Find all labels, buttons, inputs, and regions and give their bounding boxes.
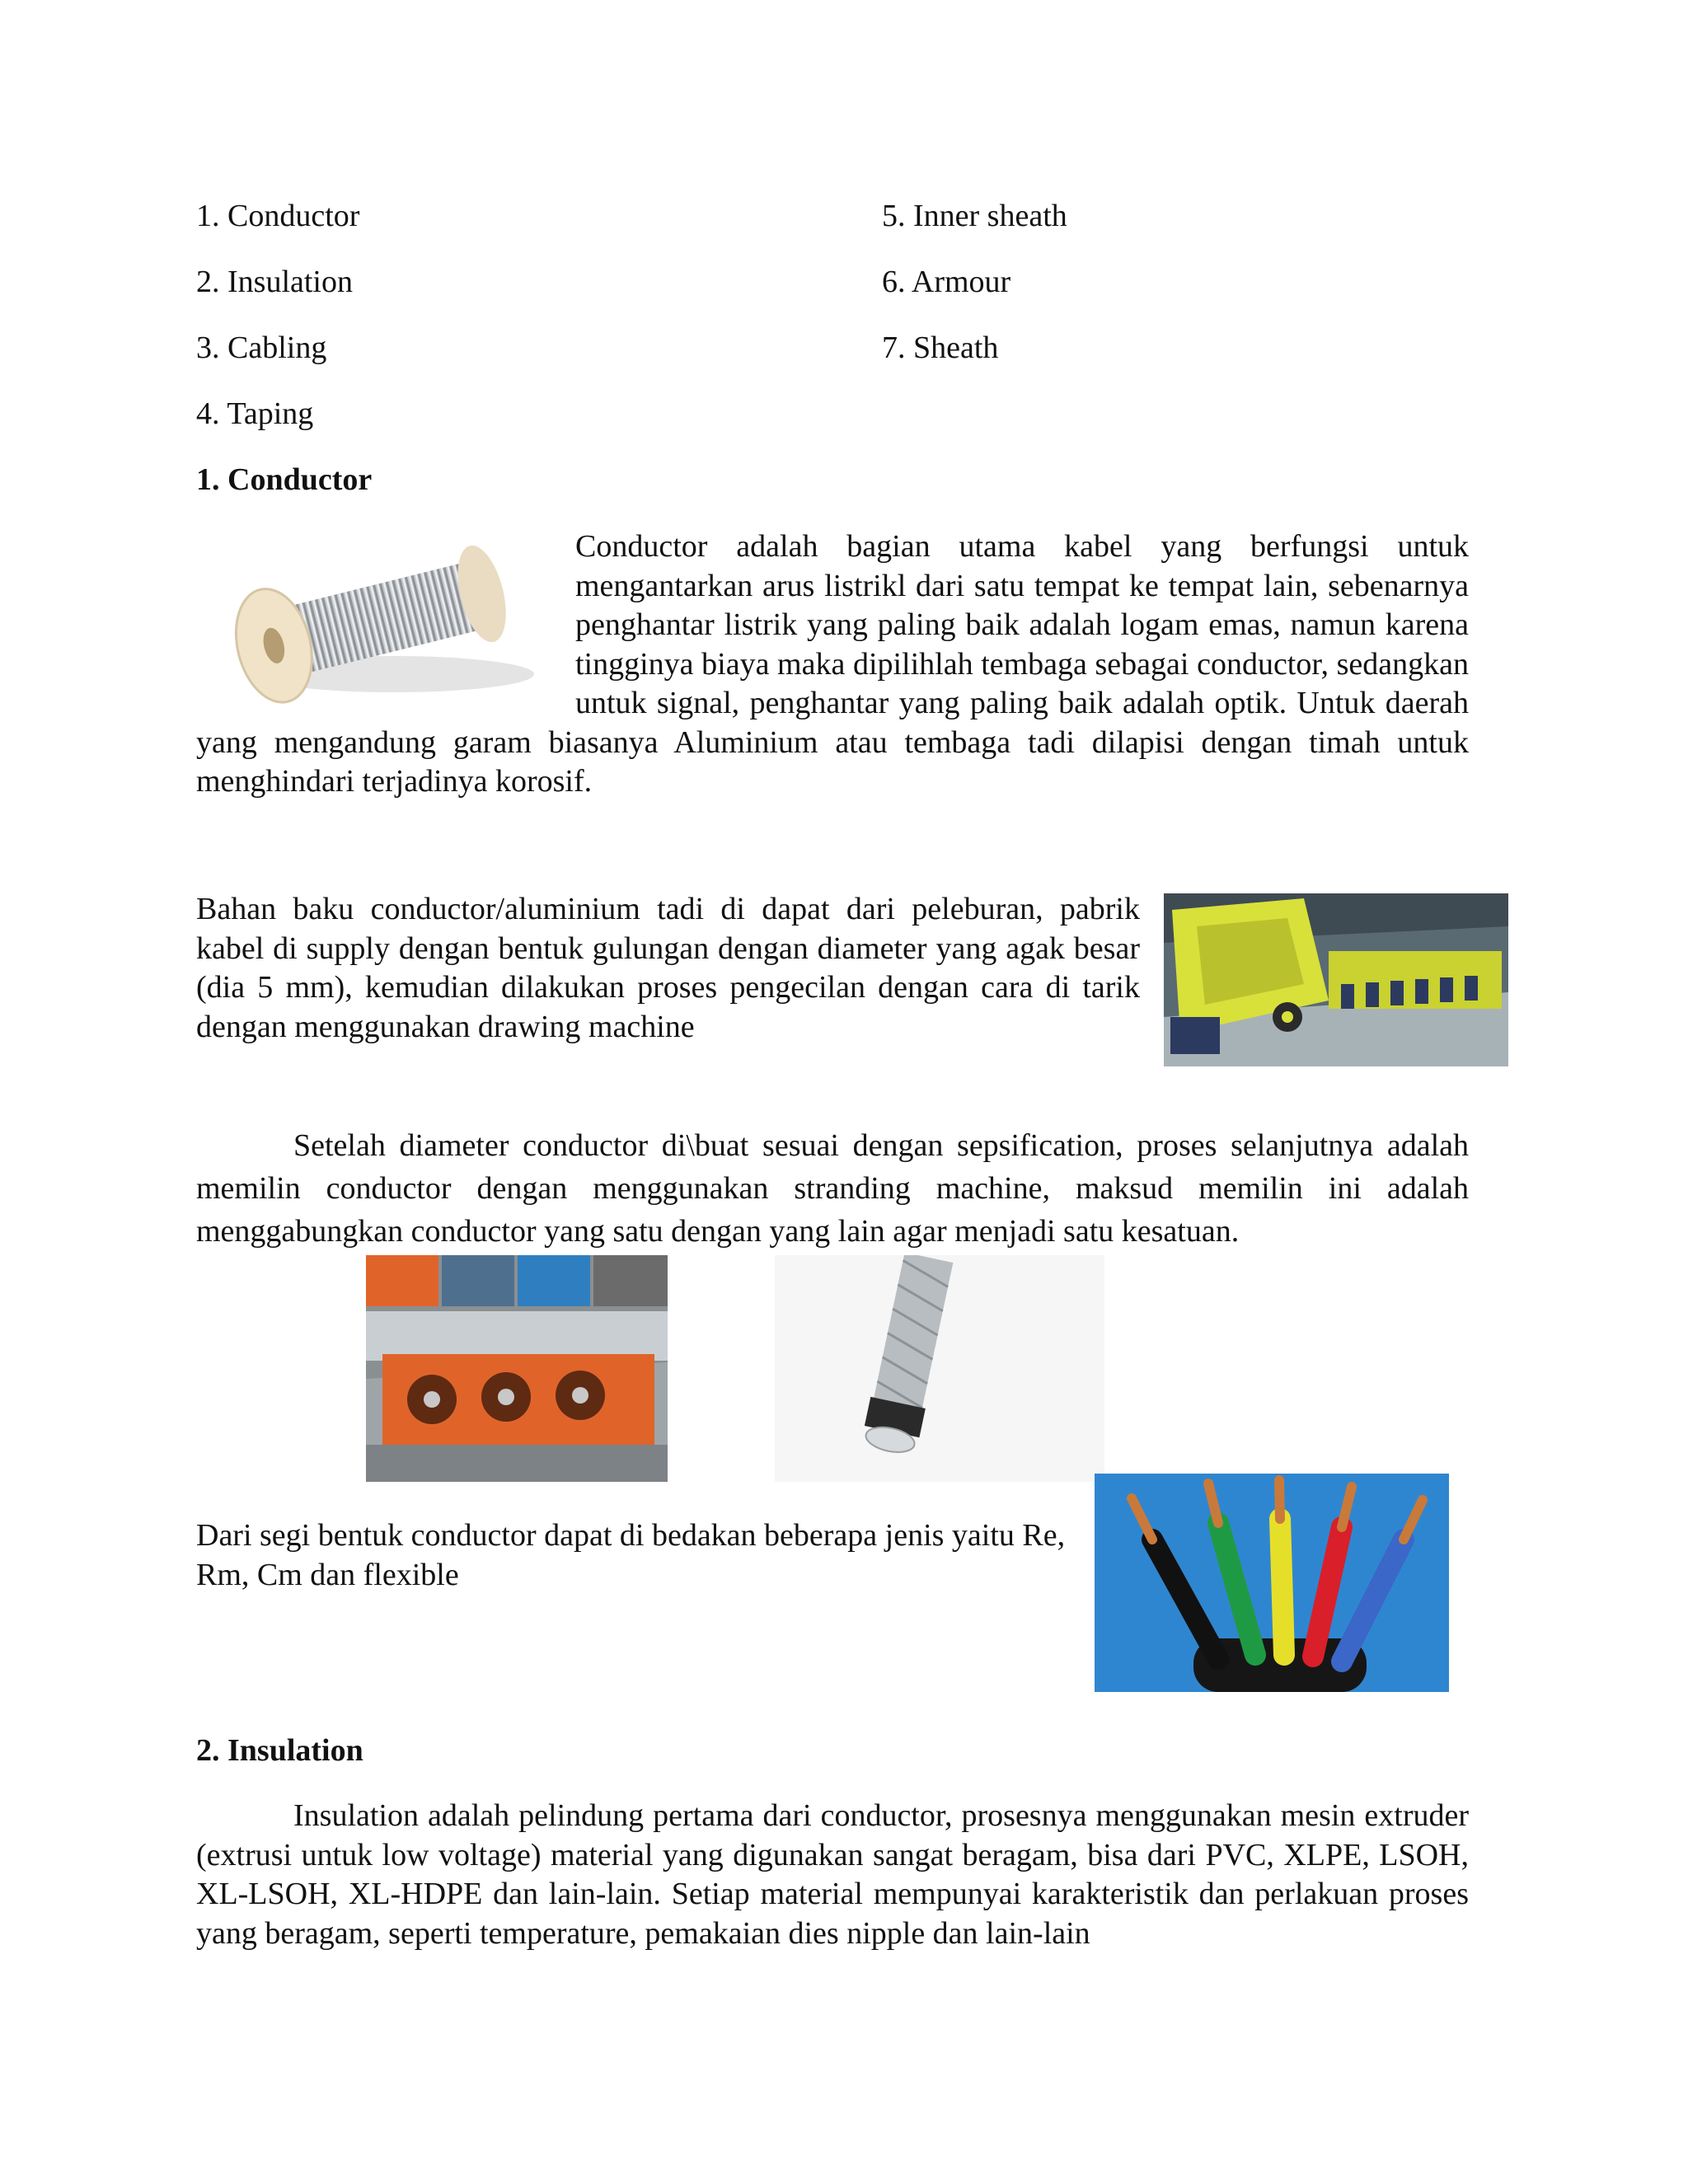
stranded-conductor-image bbox=[775, 1255, 1104, 1482]
section-heading-insulation: 2. Insulation bbox=[196, 1733, 363, 1768]
stranding-machine-image bbox=[366, 1255, 668, 1482]
insulation-paragraph-1: Insulation adalah pelindung pertama dari conductor, prosesnya menggunakan mesin extruder (extrusi untuk low voltage) material yang digunakan sangat beragam, bisa dari PVC, XLPE, LSOH, XL-LSOH, XL-HDPE dan lain-lain. Setiap material mempunyai karakteristik dan perlakuan proses yang beragam, seperti temperature, pemakaian dies nipple dan lain-lain bbox=[196, 1798, 1469, 1951]
parts-list-item: 7. Sheath bbox=[882, 330, 999, 365]
conductor-paragraph-1: Conductor adalah bagian utama kabel yang berfungsi untuk mengantarkan arus listrikl dari satu tempat ke tempat lain, sebenarnya penghantar listrik yang paling baik adalah logam emas, namun karena tingginya biaya maka dipilihlah tembaga sebagai conductor, sedangkan untuk signal, penghantar yang paling baik adalah optik. Untuk daerah yang mengandung garam biasanya Aluminium atau tembaga tadi dilapisi dengan timah untuk menghindari terjadinya korosif. bbox=[196, 529, 1469, 799]
parts-list-item: 1. Conductor bbox=[196, 199, 360, 233]
parts-list-item: 3. Cabling bbox=[196, 330, 327, 365]
conductor-paragraph-4: Dari segi bentuk conductor dapat di bedakan beberapa jenis yaitu Re, Rm, Cm dan flexible bbox=[196, 1518, 1066, 1592]
parts-list-item: 2. Insulation bbox=[196, 265, 353, 299]
conductor-paragraph-2: Bahan baku conductor/aluminium tadi di dapat dari peleburan, pabrik kabel di supply dengan bentuk gulungan dengan diameter yang agak besar (dia 5 mm), kemudian dilakukan proses pengecilan dengan cara di tarik dengan menggunakan drawing machine bbox=[196, 892, 1140, 1044]
conductor-paragraph-3: Setelah diameter conductor di\buat sesuai dengan sepsification, proses selanjutnya adalah memilin conductor dengan menggunakan stranding machine, maksud memilin ini adalah menggabungkan conductor yang satu dengan yang lain agar menjadi satu kesatuan. bbox=[196, 1128, 1469, 1249]
parts-list-item: 6. Armour bbox=[882, 265, 1011, 299]
drawing-machine-image bbox=[1164, 893, 1508, 1066]
parts-list-item: 4. Taping bbox=[196, 396, 314, 431]
section-heading-conductor: 1. Conductor bbox=[196, 462, 373, 497]
wire-spool-image bbox=[196, 527, 559, 709]
parts-list-item: 5. Inner sheath bbox=[882, 199, 1067, 233]
conductor-intro-block bbox=[196, 527, 1469, 802]
colored-cables-image bbox=[1095, 1474, 1449, 1692]
